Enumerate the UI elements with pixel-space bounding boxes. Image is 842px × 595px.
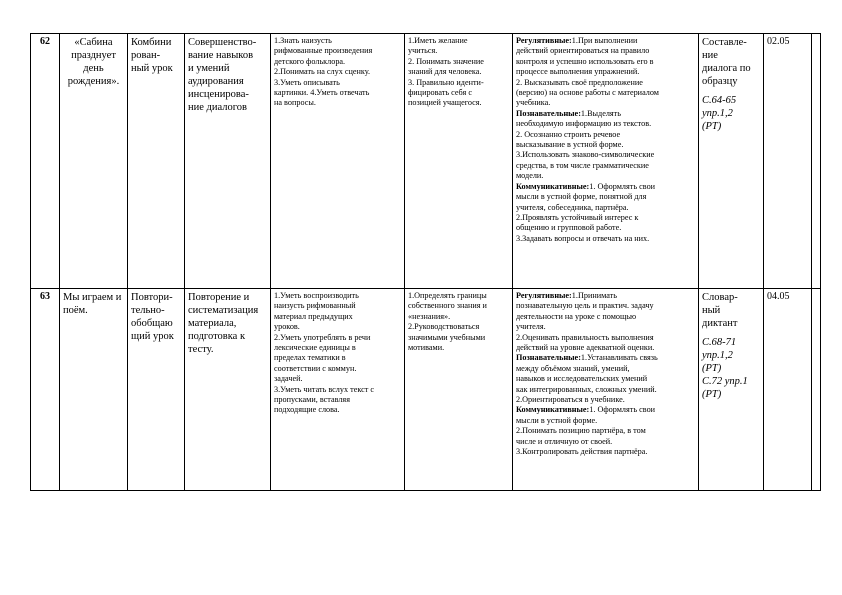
uud-text: деятельности на уроке с помощью [516,311,637,321]
text-line: значимыми учебными [408,332,486,342]
text-line: ный урок [131,63,173,74]
uud-line [516,343,695,353]
uud-text: 3.Контролировать действия партнёра. [516,447,648,457]
lesson-plan-table [30,33,821,491]
text-line: 1.Иметь желание [408,36,468,45]
uud-line [516,192,695,202]
uud-text: общению и групповой работе. [516,223,622,233]
lesson-number: 62 [40,36,50,47]
uud-text: мысли в устной форме. [516,415,598,425]
lesson-number-cell [31,289,60,491]
uud-line [516,395,695,405]
uud-line [516,416,695,426]
uud-category-label: Регулятивные: [516,291,572,300]
text-line: тесту. [188,344,214,355]
empty-cell [812,289,821,491]
text-line: картинки. 4.Уметь отвечать [274,88,370,98]
uud-line [516,447,695,457]
uud-line [516,203,695,213]
uud-cell [513,34,699,289]
text-line: 1.Определять границы [408,291,487,300]
text-line: уроков. [274,322,300,332]
lesson-topic: Мы играем и поём. [63,292,122,316]
uud-text: 2. Осознанно строить речевое [516,129,621,139]
text-line: пропусками, вставляя [274,395,350,405]
lesson-goal-cell [185,289,271,491]
uud-line [516,171,695,181]
text-line: аудирования [188,76,244,87]
text-line: рифмованные произведения [274,46,373,56]
text-line: мотивами. [408,343,445,353]
uud-text: 1.При выполнении [571,36,638,45]
uud-text: 2.Оценивать правильность выполнения [516,332,654,342]
text-line: подходящие слова. [274,405,340,415]
uud-text: 1.Принимать [571,291,617,300]
lesson-topic-cell [60,289,128,491]
text-line: материал предыдущих [274,311,353,321]
text-line: материала, [188,318,237,329]
text-line: на вопросы. [274,98,316,108]
text-line: знаний для человека. [408,67,482,77]
text-line: 2. Понимать значение [408,56,484,66]
text-line: 1.Уметь воспроизводить [274,291,359,300]
lesson-date: 04.05 [767,291,790,302]
text-line: детского фольклора. [274,56,346,66]
uud-line [516,223,695,233]
text-line: «незнания». [408,311,451,321]
text-line: позицией учащегося. [408,98,482,108]
uud-category-label: Познавательные: [516,108,581,118]
text-line: и умений [188,63,230,74]
text-line: учиться. [408,46,438,56]
uud-cell [513,289,699,491]
uud-category-label: Коммуникативные: [516,181,590,191]
text-line: С.72 упр.1 [702,376,748,387]
text-line: упр.1,2 [702,108,733,119]
uud-category-label: Познавательные: [516,353,581,363]
uud-line [516,109,695,119]
date-cell [764,34,812,289]
uud-line [516,140,695,150]
uud-text: контроля и успешно использовать его в [516,56,654,66]
uud-line [516,161,695,171]
control-homework-cell [699,34,764,289]
text-line: инсценирова- [188,89,249,100]
text-line: рован- [131,50,161,61]
text-line: (РТ) [702,121,722,132]
uud-line [516,119,695,129]
text-line: 1.Знать наизусть [274,36,332,45]
text-line: обобщаю [131,318,173,329]
uud-text: как интегрированных, сложных умений. [516,384,657,394]
subject-results-cell [271,34,405,289]
uud-text: 1. Оформлять свои [589,405,656,415]
uud-line [516,57,695,67]
uud-line [516,150,695,160]
text-line: Словар- [702,292,738,303]
uud-text: 2.Понимать позицию партнёра, в том [516,426,646,436]
lesson-topic: «Сабина празднует день рождения». [67,37,120,87]
uud-line [516,234,695,244]
lesson-date: 02.05 [767,36,790,47]
text-line: наизусть рифмованный [274,301,356,311]
uud-line [516,301,695,311]
text-line: Совершенство- [188,37,257,48]
text-line: С.64-65 [702,95,737,106]
uud-text: учителя. [516,322,546,332]
uud-line [516,67,695,77]
uud-text: 3.Использовать знаково-символические [516,150,655,160]
text-line: Составле- [702,37,747,48]
subject-results-cell [271,289,405,491]
text-line: (РТ) [702,363,722,374]
text-line: тельно- [131,305,165,316]
lesson-goal-cell [185,34,271,289]
lesson-number-cell [31,34,60,289]
text-line: соответствии с коммун. [274,363,357,373]
text-line: диалога по [702,63,751,74]
date-cell [764,289,812,491]
uud-text: мысли в устной форме, понятной для [516,192,647,202]
uud-line [516,312,695,322]
text-line: систематизация [188,305,259,316]
uud-text: средства, в том числе грамматические [516,160,649,170]
uud-text: 1. Оформлять свои [589,181,656,191]
lesson-topic-cell [60,34,128,289]
text-line: диктант [702,318,738,329]
lesson-row [31,34,821,289]
uud-text: 2. Высказывать своё предположение [516,77,643,87]
text-line: 2.Уметь употреблять в речи [274,332,371,342]
uud-text: 2.Проявлять устойчивый интерес к [516,212,639,222]
uud-text: между объёмом знаний, умений, [516,363,630,373]
text-line: фицировать себя с [408,88,472,98]
uud-text: необходимую информацию из текстов. [516,119,652,129]
text-line: ние диалогов [188,102,247,113]
uud-text: 3.Задавать вопросы и отвечать на них. [516,233,650,243]
uud-line [516,405,695,415]
uud-line [516,385,695,395]
empty-cell [812,34,821,289]
text-line: щий урок [131,331,174,342]
uud-text: модели. [516,171,544,181]
text-line: подготовка к [188,331,246,342]
lesson-number: 63 [40,291,50,302]
uud-line [516,78,695,88]
uud-category-label: Коммуникативные: [516,405,590,415]
uud-line [516,437,695,447]
lesson-row [31,289,821,491]
uud-line [516,353,695,363]
uud-text: высказывание в устной форме. [516,140,624,150]
uud-text: действий на уровне адекватной оценки. [516,343,655,353]
uud-line [516,36,695,46]
uud-line [516,98,695,108]
text-line: пределах тематики в [274,353,346,363]
uud-text: действий ориентироваться на правило [516,46,650,56]
uud-line [516,182,695,192]
uud-text: (версию) на основе работы с материалом [516,88,659,98]
text-line: 3.Уметь описывать [274,77,340,87]
uud-line [516,88,695,98]
text-line: С.68-71 [702,337,737,348]
text-line: Повтори- [131,292,173,303]
text-line: Комбини [131,37,172,48]
text-line: ный [702,305,721,316]
personal-results-cell [405,34,513,289]
uud-line [516,364,695,374]
text-line: Повторение и [188,292,250,303]
uud-text: процессе выполнения упражнений. [516,67,640,77]
text-line: лексические единицы в [274,343,356,353]
text-line: собственного знания и [408,301,487,311]
uud-line [516,333,695,343]
text-line: упр.1,2 [702,350,733,361]
text-line: (РТ) [702,389,722,400]
uud-text: познавательную цель и практич. задачу [516,301,654,311]
uud-line [516,213,695,223]
text-line: 3.Уметь читать вслух текст с [274,384,374,394]
lesson-type-cell [128,34,185,289]
uud-text: 2.Ориентироваться в учебнике. [516,395,625,405]
text-line: задачей. [274,374,303,384]
uud-text: 1.Устанавливать связь [580,353,658,363]
uud-text: навыков и исследовательских умений [516,374,648,384]
uud-text: учителя, собеседника, партнёра. [516,202,629,212]
uud-text: числе и отличную от своей. [516,436,613,446]
uud-category-label: Регулятивные: [516,36,572,45]
text-line: 2.Понимать на слух сценку. [274,67,371,77]
control-homework-cell [699,289,764,491]
uud-line [516,374,695,384]
text-line: 2.Руководствоваться [408,322,480,332]
lesson-type-cell [128,289,185,491]
uud-line [516,46,695,56]
personal-results-cell [405,289,513,491]
uud-text: 1.Выделять [580,108,621,118]
uud-line [516,426,695,436]
text-line: ние [702,50,718,61]
uud-text: учебника. [516,98,551,108]
text-line: образцу [702,76,738,87]
uud-line [516,130,695,140]
text-line: 3. Правильно иденти- [408,77,484,87]
uud-line [516,291,695,301]
text-line: вание навыков [188,50,254,61]
uud-line [516,322,695,332]
